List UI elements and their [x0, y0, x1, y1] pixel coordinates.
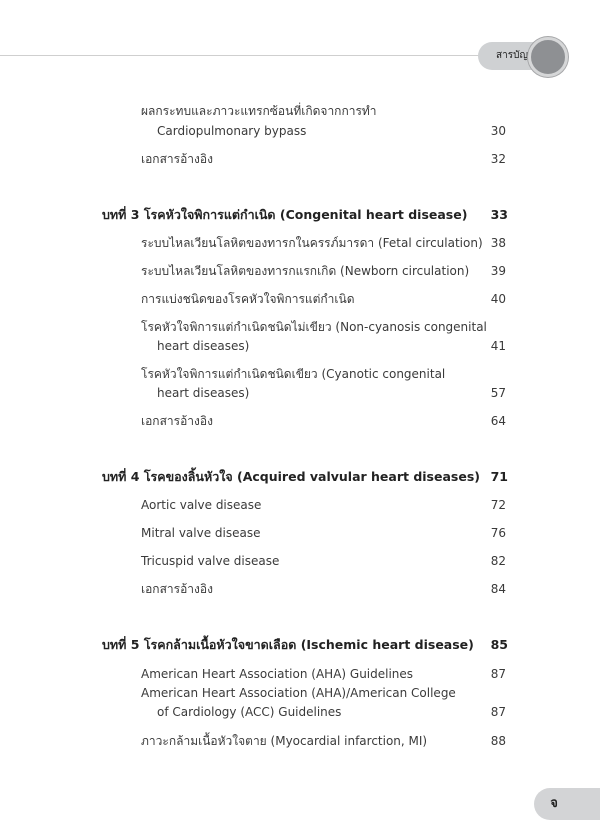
toc-chapter-page: 85: [490, 637, 508, 652]
toc-entry-page: 41: [490, 339, 506, 353]
toc-entry-page: 76: [490, 526, 506, 540]
toc-entry-text: ภาวะกล้ามเนื้อหัวใจตาย (Myocardial infarction, MI): [141, 734, 428, 748]
toc-entry-text: ระบบไหลเวียนโลหิตของทารกแรกเกิด (Newborn circulation): [141, 264, 470, 278]
toc-entry-page: 32: [490, 152, 506, 166]
toc-entry-text: โรคหัวใจพิการแต่กำเนิดชนิดเขียว (Cyanotic congenital: [141, 367, 446, 381]
toc-entry-page: 38: [490, 236, 506, 250]
toc-entry-page: 72: [490, 498, 506, 512]
toc-chapter-title: บทที่ 3 โรคหัวใจพิการแต่กำเนิด (Congenital heart disease): [102, 207, 468, 222]
toc-entry-text: Cardiopulmonary bypass: [157, 124, 307, 138]
toc-entry-text: Tricuspid valve disease: [141, 554, 280, 568]
toc-entry-text: ผลกระทบและภาวะแทรกซ้อนที่เกิดจากการทำ: [141, 104, 377, 118]
toc-entry-page: 39: [490, 264, 506, 278]
toc-entry-page: 57: [490, 386, 506, 400]
toc-entry-page: 30: [490, 124, 506, 138]
toc-entry-text: American Heart Association (AHA)/American College: [141, 686, 456, 700]
toc-entry-text: เอกสารอ้างอิง: [141, 414, 213, 428]
toc-entry-text: Aortic valve disease: [141, 498, 262, 512]
toc-chapter-title: บทที่ 4 โรคของลิ้นหัวใจ (Acquired valvular heart diseases): [102, 469, 480, 484]
toc-entry-text: เอกสารอ้างอิง: [141, 152, 213, 166]
toc-entry-page: 40: [490, 292, 506, 306]
toc-entry-text: Mitral valve disease: [141, 526, 261, 540]
toc-entry-page: 87: [490, 667, 506, 681]
toc-entry-page: 82: [490, 554, 506, 568]
footer-page-number: จ: [550, 796, 558, 811]
toc-entry-page: 88: [490, 734, 506, 748]
toc-entry-text: การแบ่งชนิดของโรคหัวใจพิการแต่กำเนิด: [141, 292, 355, 306]
toc-entry-text: of Cardiology (ACC) Guidelines: [157, 705, 342, 719]
toc-chapter-page: 33: [490, 207, 508, 222]
toc-entry-text: โรคหัวใจพิการแต่กำเนิดชนิดไม่เขียว (Non-cyanosis congenital: [141, 320, 487, 334]
toc-entry-text: heart diseases): [157, 339, 250, 353]
toc-entry-page: 87: [490, 705, 506, 719]
toc-chapter-page: 71: [490, 469, 508, 484]
header-label: สารบัญ: [496, 50, 528, 61]
toc-entry-page: 84: [490, 582, 506, 596]
toc-entry-page: 64: [490, 414, 506, 428]
toc-entry-text: heart diseases): [157, 386, 250, 400]
toc-entry-text: ระบบไหลเวียนโลหิตของทารกในครรภ์มารดา (Fetal circulation): [141, 236, 483, 250]
toc-chapter-title: บทที่ 5 โรคกล้ามเนื้อหัวใจขาดเลือด (Ischemic heart disease): [102, 637, 474, 652]
toc-entry-text: เอกสารอ้างอิง: [141, 582, 213, 596]
toc-entry-text: American Heart Association (AHA) Guidelines: [141, 667, 414, 681]
